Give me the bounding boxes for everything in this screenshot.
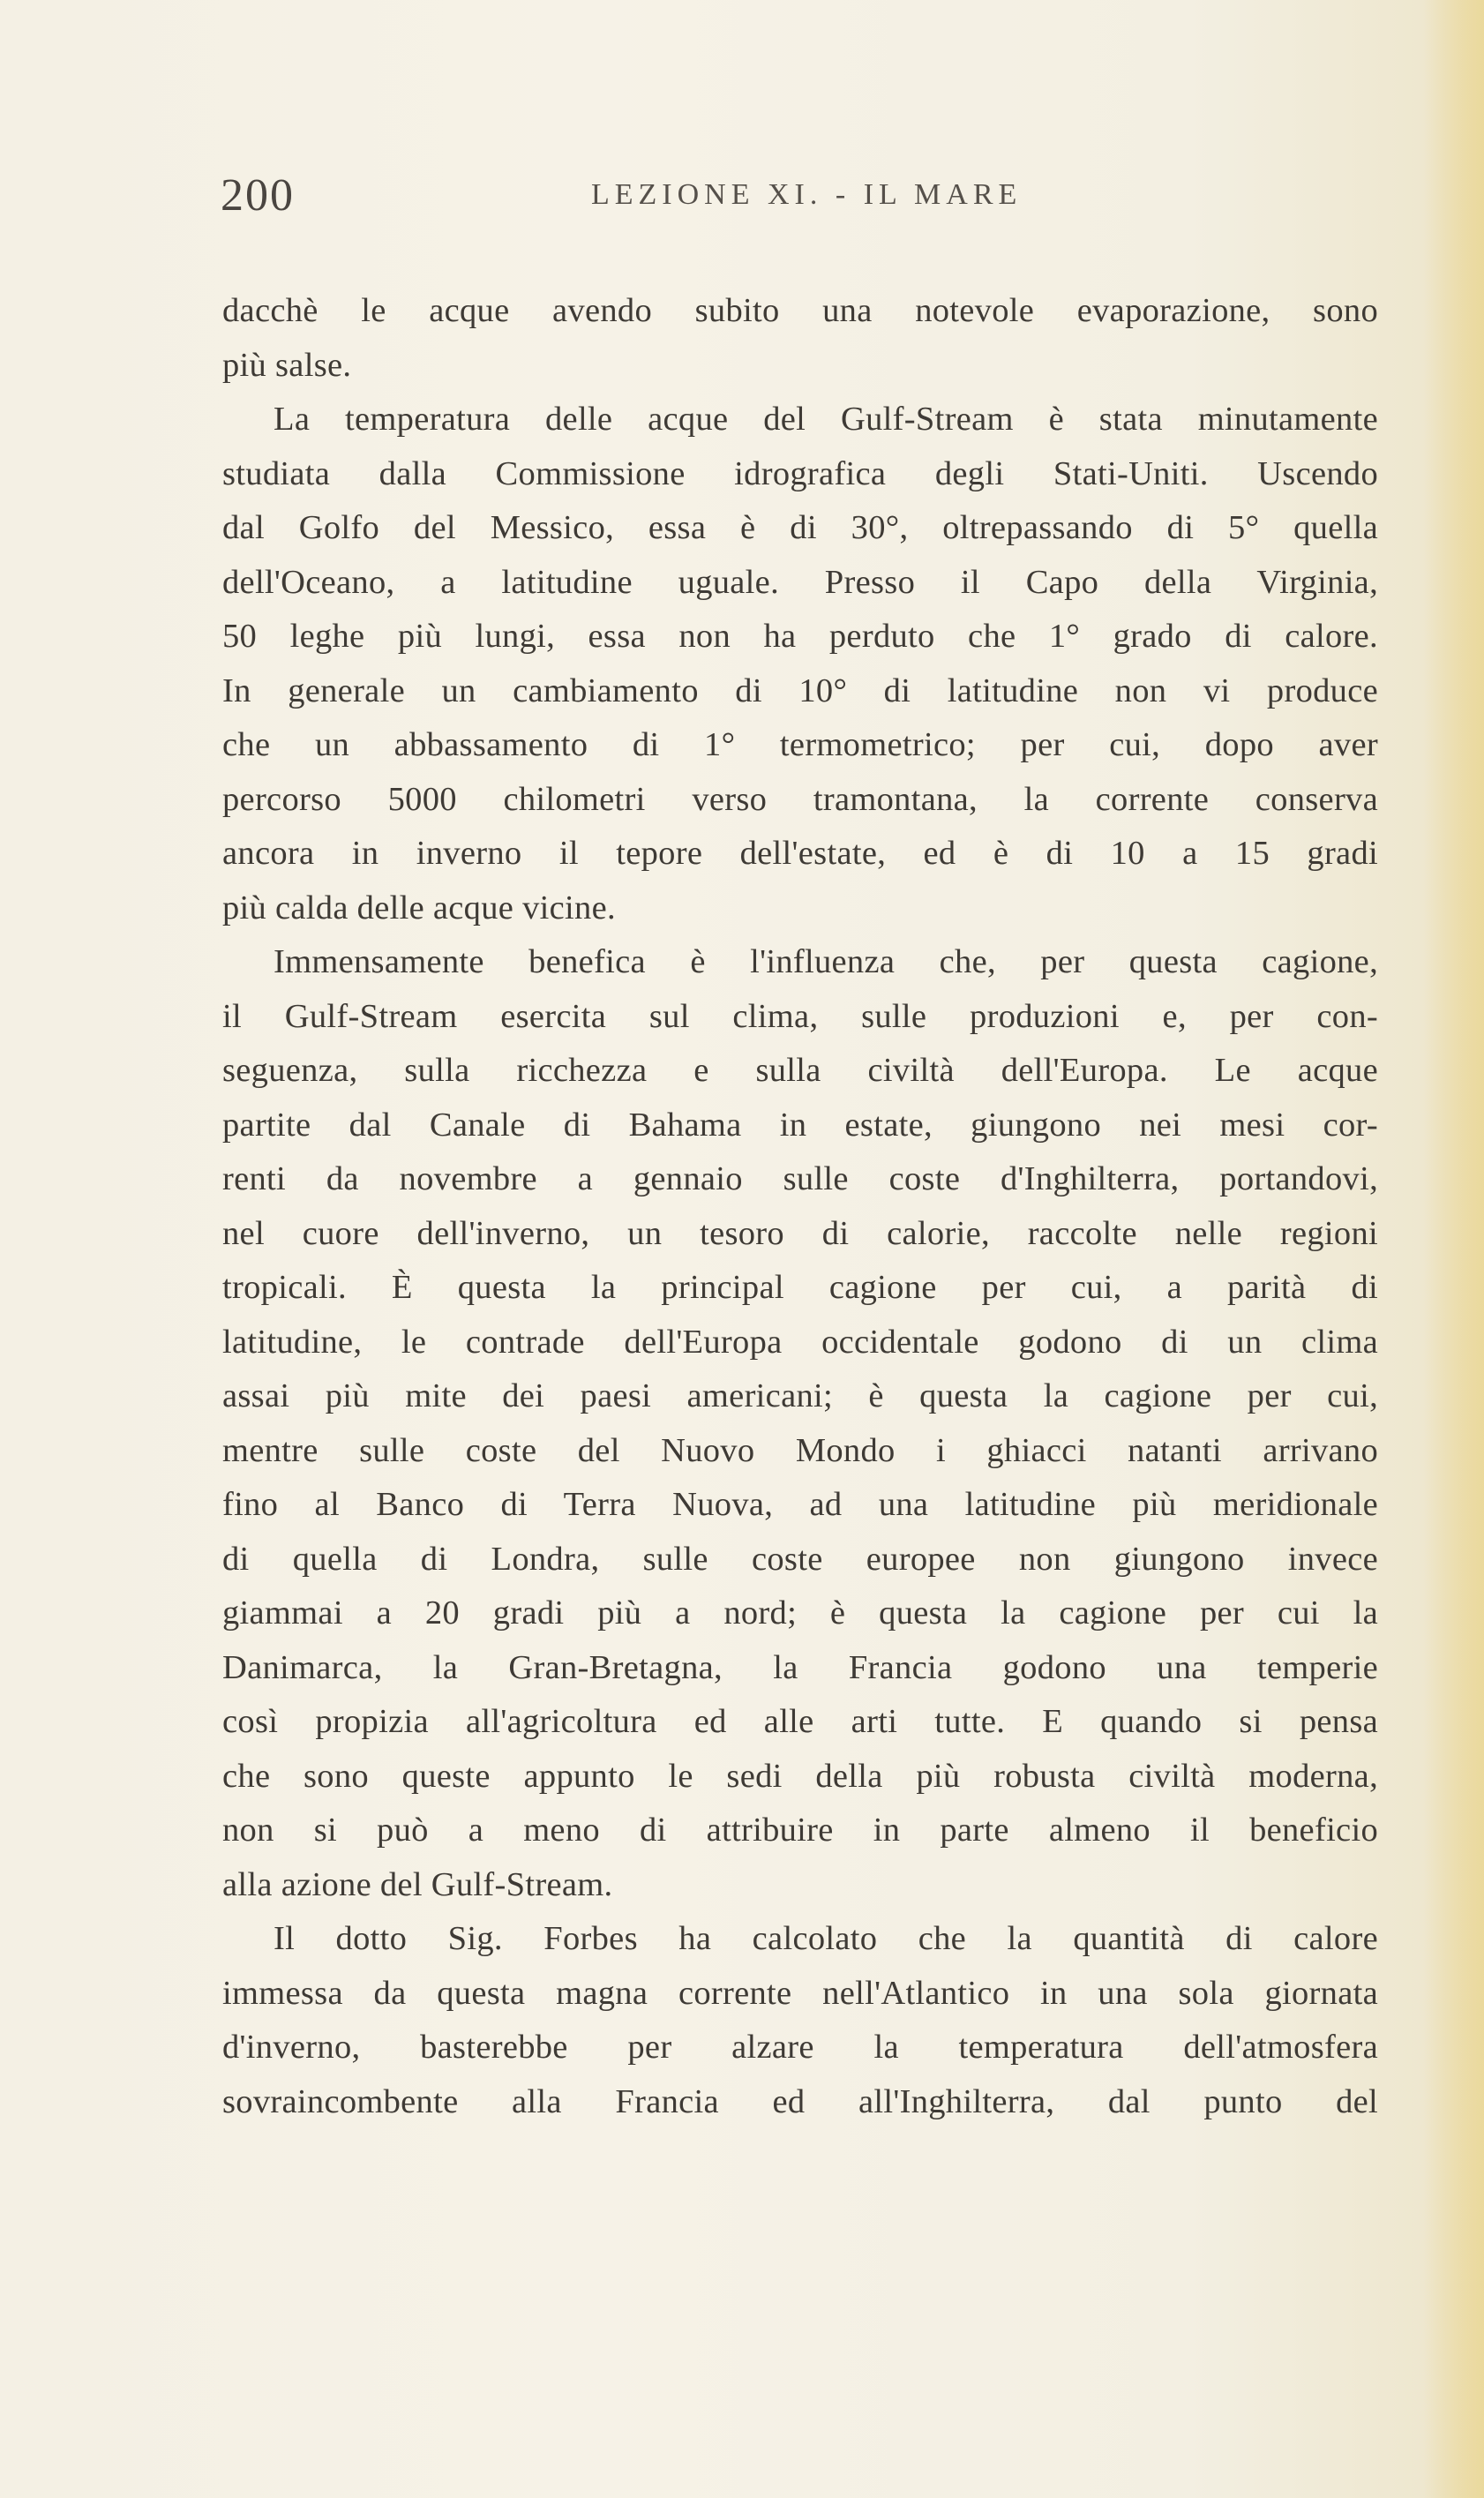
- text-line: immessa da questa magna corrente nell'Atlantico in una sola giornata: [222, 1974, 1378, 2012]
- text-line: che sono queste appunto le sedi della più robusta civiltà moderna,: [222, 1757, 1378, 1795]
- text-line: latitudine, le contrade dell'Europa occidentale godono di un clima: [222, 1323, 1378, 1361]
- text-line: sovraincombente alla Francia ed all'Inghilterra, dal punto del: [222, 2082, 1378, 2120]
- text-line: dell'Oceano, a latitudine uguale. Presso il Capo della Virginia,: [222, 563, 1378, 601]
- text-line: Danimarca, la Gran-Bretagna, la Francia godono una temperie: [222, 1648, 1378, 1686]
- text-line: 50 leghe più lungi, essa non ha perduto che 1° grado di calore.: [222, 618, 1378, 655]
- text-line: Immensamente benefica è l'influenza che, per questa cagione,: [274, 943, 1378, 980]
- text-line: renti da novembre a gennaio sulle coste d'Inghilterra, portandovi,: [222, 1160, 1378, 1197]
- page-header: [221, 169, 1368, 231]
- page-number: 200: [221, 170, 295, 221]
- body-text: [222, 284, 1378, 2129]
- text-line: mentre sulle coste del Nuovo Mondo i ghiacci natanti arrivano: [222, 1431, 1378, 1469]
- running-head: LEZIONE XI. - IL MARE: [591, 178, 1023, 211]
- text-line: che un abbassamento di 1° termometrico; per cui, dopo aver: [222, 726, 1378, 763]
- text-line: Il dotto Sig. Forbes ha calcolato che la quantità di calore: [274, 1920, 1378, 1957]
- text-line: ancora in inverno il tepore dell'estate, ed è di 10 a 15 gradi: [222, 835, 1378, 872]
- text-line: il Gulf-Stream esercita sul clima, sulle produzioni e, per con-: [222, 997, 1378, 1035]
- text-line: così propizia all'agricoltura ed alle arti tutte. E quando si pensa: [222, 1703, 1378, 1740]
- text-line: dal Golfo del Messico, essa è di 30°, oltrepassando di 5° quella: [222, 509, 1378, 546]
- text-line: non si può a meno di attribuire in parte almeno il beneficio: [222, 1812, 1378, 1849]
- text-line: fino al Banco di Terra Nuova, ad una latitudine più meridionale: [222, 1486, 1378, 1523]
- page-edge-tint: [1422, 0, 1484, 2498]
- text-line: La temperatura delle acque del Gulf-Stream è stata minutamente: [274, 401, 1378, 438]
- text-line: tropicali. È questa la principal cagione per cui, a parità di: [222, 1269, 1378, 1306]
- text-line: nel cuore dell'inverno, un tesoro di calorie, raccolte nelle regioni: [222, 1214, 1378, 1252]
- text-line: più calda delle acque vicine.: [222, 889, 616, 926]
- text-line: percorso 5000 chilometri verso tramontana, la corrente conserva: [222, 780, 1378, 818]
- text-line: seguenza, sulla ricchezza e sulla civiltà dell'Europa. Le acque: [222, 1052, 1378, 1089]
- text-line: alla azione del Gulf-Stream.: [222, 1865, 613, 1903]
- text-line: giammai a 20 gradi più a nord; è questa la cagione per cui la: [222, 1594, 1378, 1632]
- text-line: d'inverno, basterebbe per alzare la temperatura dell'atmosfera: [222, 2029, 1378, 2066]
- text-line: studiata dalla Commissione idrografica degli Stati-Uniti. Uscendo: [222, 454, 1378, 492]
- text-line: partite dal Canale di Bahama in estate, giungono nei mesi cor-: [222, 1106, 1378, 1144]
- text-line: dacchè le acque avendo subito una notevole evaporazione, sono: [222, 292, 1378, 329]
- text-line: più salse.: [222, 346, 352, 384]
- text-line: di quella di Londra, sulle coste europee non giungono invece: [222, 1540, 1378, 1578]
- text-line: In generale un cambiamento di 10° di latitudine non vi produce: [222, 671, 1378, 709]
- text-line: assai più mite dei paesi americani; è questa la cagione per cui,: [222, 1377, 1378, 1414]
